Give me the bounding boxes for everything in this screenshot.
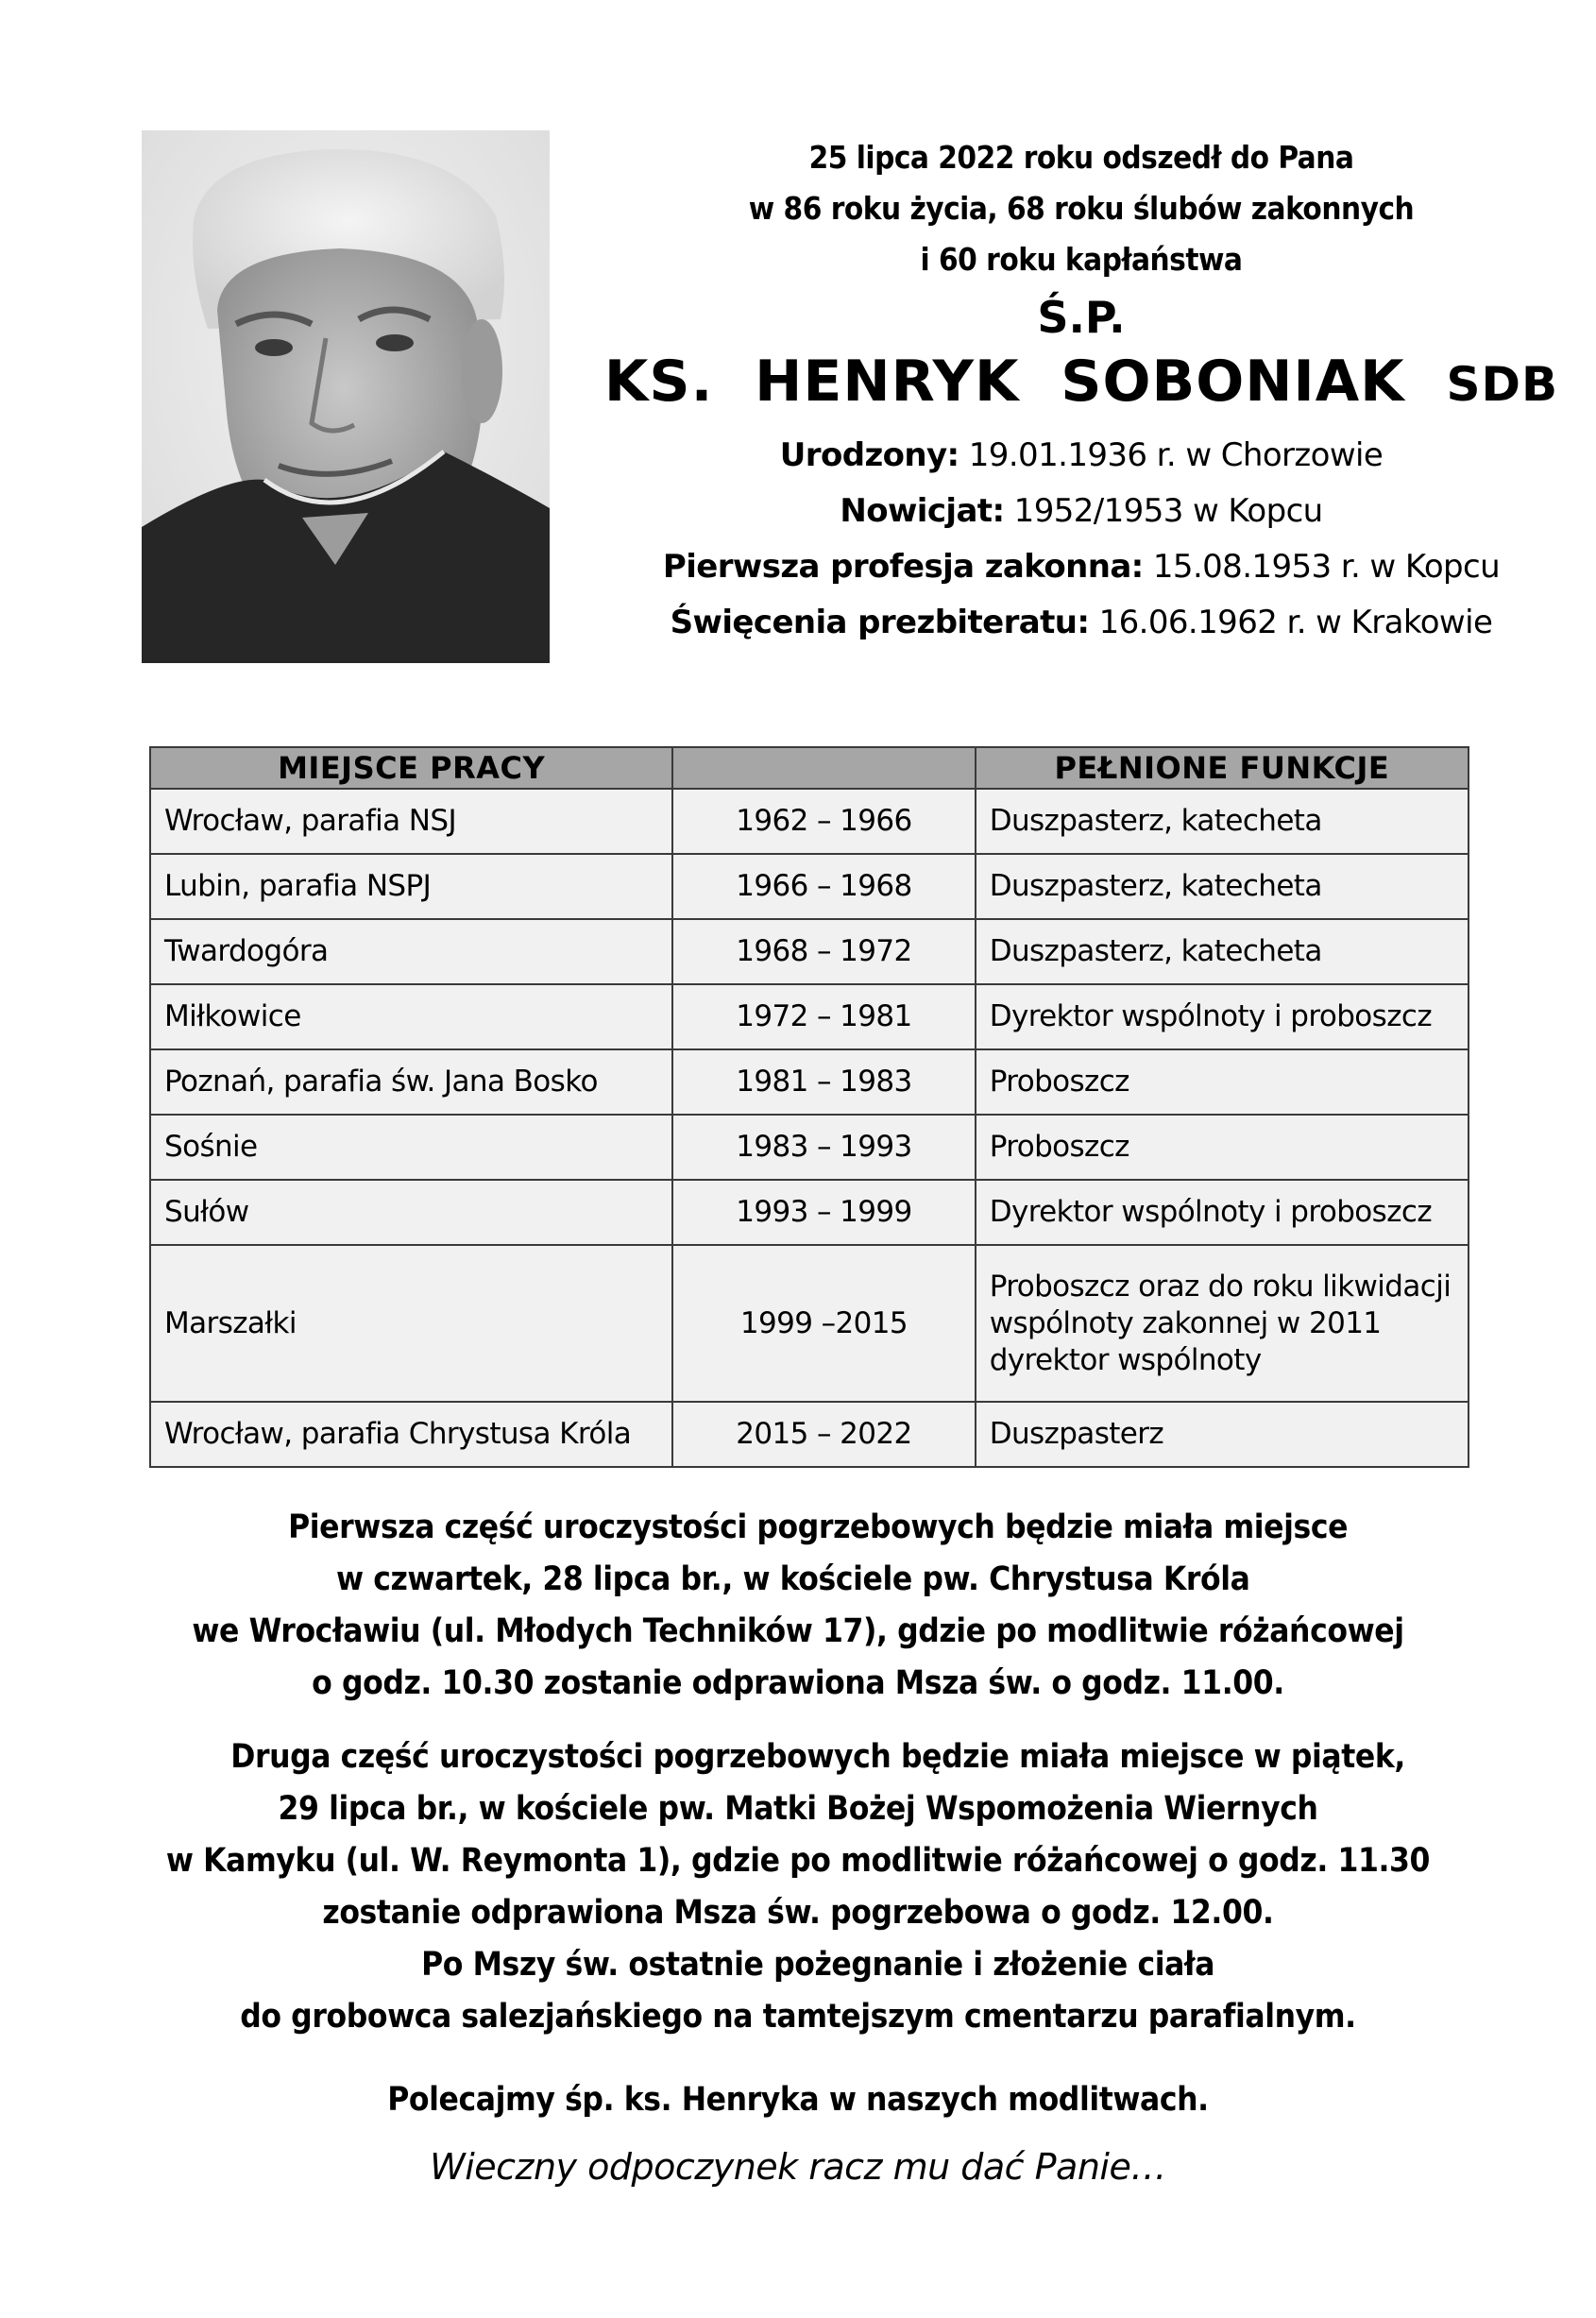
- second-ceremony-line: Druga część uroczystości pogrzebowych będzie miała miejsce w piątek,: [190, 1738, 1405, 1776]
- cell-years: 1962 – 1966: [672, 789, 976, 854]
- second-ceremony-paragraph: [0, 1731, 1596, 2043]
- cell-role: Duszpasterz, katecheta: [976, 854, 1469, 919]
- first-ceremony-paragraph: [0, 1502, 1596, 1710]
- cell-place: Wrocław, parafia Chrystusa Króla: [150, 1402, 672, 1467]
- table-row: [150, 1245, 1469, 1402]
- eternal-rest-prayer: Wieczny odpoczynek racz mu dać Panie…: [430, 2146, 1166, 2188]
- column-header-years: [672, 747, 976, 789]
- cell-place: Sułów: [150, 1180, 672, 1245]
- first-ceremony-line: Pierwsza część uroczystości pogrzebowych będzie miała miejsce: [247, 1508, 1349, 1546]
- cell-place: Wrocław, parafia NSJ: [150, 789, 672, 854]
- cell-role: Dyrektor wspólnoty i proboszcz: [976, 984, 1469, 1049]
- prayer-appeal-text: Polecajmy śp. ks. Henryka w naszych modlitwach.: [387, 2081, 1209, 2119]
- second-ceremony-line: do grobowca salezjańskiego na tamtejszym cmentarzu parafialnym.: [240, 1998, 1356, 2036]
- cell-role: Duszpasterz, katecheta: [976, 789, 1469, 854]
- cell-role: Duszpasterz: [976, 1402, 1469, 1467]
- cell-role: Proboszcz oraz do roku likwidacji wspólnoty zakonnej w 2011 dyrektor wspólnoty: [976, 1245, 1469, 1402]
- second-ceremony-line: w Kamyku (ul. W. Reymonta 1), gdzie po modlitwie różańcowej o godz. 11.30: [165, 1842, 1431, 1880]
- cell-place: Lubin, parafia NSPJ: [150, 854, 672, 919]
- obituary-header: [567, 132, 1596, 651]
- table-row: [150, 1402, 1469, 1467]
- cell-years: 1983 – 1993: [672, 1115, 976, 1180]
- table-row: [150, 789, 1469, 854]
- cell-role: Duszpasterz, katecheta: [976, 919, 1469, 984]
- cell-years: 1981 – 1983: [672, 1049, 976, 1115]
- second-ceremony-line: 29 lipca br., w kościele pw. Matki Bożej Wspomożenia Wiernych: [278, 1790, 1318, 1828]
- table-header-row: [150, 747, 1469, 789]
- cell-years: 1993 – 1999: [672, 1180, 976, 1245]
- table-row: [150, 854, 1469, 919]
- table-row: [150, 1115, 1469, 1180]
- first-ceremony-line: we Wrocławiu (ul. Młodych Techników 17), gdzie po modlitwie różańcowej: [192, 1612, 1404, 1650]
- name-text: KS. HENRYK SOBONIAK: [603, 349, 1447, 415]
- prayer-appeal: [0, 2074, 1596, 2126]
- cell-role: Dyrektor wspólnoty i proboszcz: [976, 1180, 1469, 1245]
- cell-place: Miłkowice: [150, 984, 672, 1049]
- cell-years: 1966 – 1968: [672, 854, 976, 919]
- column-header-place: MIEJSCE PRACY: [150, 747, 672, 789]
- first-ceremony-line: w czwartek, 28 lipca br., w kościele pw. Chrystusa Króla: [335, 1560, 1261, 1598]
- cell-place: Marszałki: [150, 1245, 672, 1402]
- cell-place: Sośnie: [150, 1115, 672, 1180]
- table-row: [150, 984, 1469, 1049]
- cell-years: 1999 –2015: [672, 1245, 976, 1402]
- fact-ordination: Święcenia prezbiteratu: 16.06.1962 r. w Krakowie: [670, 604, 1493, 641]
- age-line: w 86 roku życia, 68 roku ślubów zakonnych: [748, 190, 1415, 227]
- second-ceremony-line: Po Mszy św. ostatnie pożegnanie i złożenie ciała: [381, 1946, 1215, 1984]
- fact-born: Urodzony: 19.01.1936 r. w Chorzowie: [779, 436, 1384, 474]
- cell-years: 1968 – 1972: [672, 919, 976, 984]
- second-ceremony-line: zostanie odprawiona Msza św. pogrzebowa o godz. 12.00.: [322, 1894, 1274, 1932]
- work-history-table: [149, 746, 1469, 1468]
- cell-years: 1972 – 1981: [672, 984, 976, 1049]
- portrait-photo: [142, 130, 550, 663]
- order-abbreviation: SDB: [1446, 357, 1559, 412]
- cell-place: Poznań, parafia św. Jana Bosko: [150, 1049, 672, 1115]
- cell-role: Proboszcz: [976, 1049, 1469, 1115]
- deceased-name: [567, 346, 1596, 420]
- priesthood-line: i 60 roku kapłaństwa: [920, 241, 1243, 278]
- first-ceremony-line: o godz. 10.30 zostanie odprawiona Msza św. o godz. 11.00.: [312, 1664, 1284, 1702]
- fact-first-profession: Pierwsza profesja zakonna: 15.08.1953 r. w Kopcu: [662, 548, 1501, 586]
- sp-abbreviation: Ś.P.: [1037, 292, 1126, 343]
- table-row: [150, 919, 1469, 984]
- fact-novitiate: Nowicjat: 1952/1953 w Kopcu: [840, 492, 1323, 530]
- table-row: [150, 1049, 1469, 1115]
- cell-place: Twardogóra: [150, 919, 672, 984]
- cell-role: Proboszcz: [976, 1115, 1469, 1180]
- death-announcement-line: 25 lipca 2022 roku odszedł do Pana: [808, 139, 1354, 176]
- portrait-illustration: [142, 130, 550, 663]
- cell-years: 2015 – 2022: [672, 1402, 976, 1467]
- biography-facts: [567, 428, 1596, 651]
- column-header-functions: PEŁNIONE FUNKCJE: [976, 747, 1469, 789]
- table-row: [150, 1180, 1469, 1245]
